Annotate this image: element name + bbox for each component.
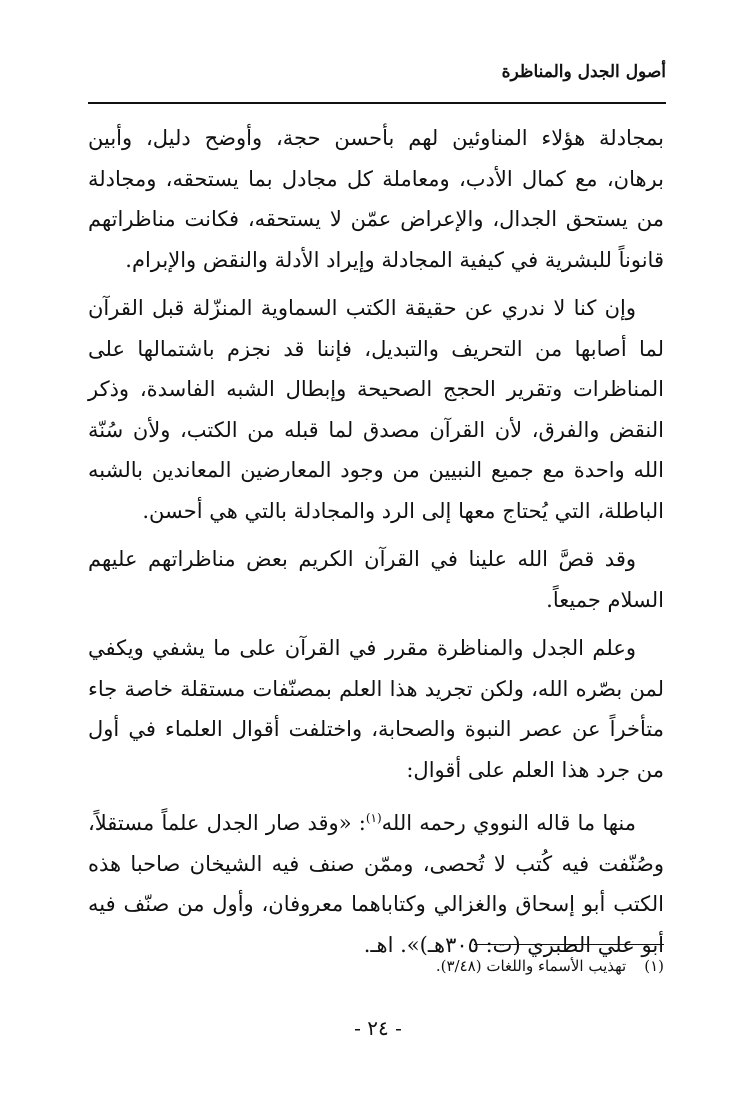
page-body [88, 118, 664, 973]
footnote-reference[interactable]: (١) [365, 811, 382, 825]
footnote-text: تهذيب الأسماء واللغات (٣/٤٨). [435, 957, 627, 975]
footnote-divider [474, 944, 664, 945]
paragraph-4: وعلم الجدل والمناظرة مقرر في القرآن على ما يشفي ويكفي لمن بصّره الله، ولكن تجريد هذا العلم بمصنّفات مستقلة خاصة جاء متأخراً عن عصر النبوة والصحابة، واختلفت أقوال العلماء في أول من جرد هذا العلم على أقوال: [88, 636, 664, 782]
paragraph-quote [88, 798, 664, 965]
footnote-number: (١) [644, 957, 664, 975]
paragraph-3: وقد قصَّ الله علينا في القرآن الكريم بعض مناظراتهم عليهم السلام جميعاً. [88, 547, 664, 612]
paragraph-2: وإن كنا لا ندري عن حقيقة الكتب السماوية المنزّلة قبل القرآن لما أصابها من التحريف والتبديل، فإننا قد نجزم باشتمالها على المناظرات وتقرير الحجج الصحيحة وإبطال الشبه الفاسدة، وذكر النقض والفرق، لأن القرآن مصدق لما قبله من الكتب، ولأن سُنّة الله واحدة مع جميع النبيين من وجود المعارضين المعاندين بالشبه الباطلة، التي يُحتاج معها إلى الرد والمجادلة بالتي هي أحسن. [88, 296, 664, 523]
header-divider [88, 102, 666, 104]
running-head-title: أصول الجدل والمناظرة [501, 62, 666, 82]
quote-intro: منها ما قاله النووي رحمه الله [381, 811, 637, 835]
quote-text: : «وقد صار الجدل علماً مستقلاً، وصُنّفت فيه كُتب لا تُحصى، وممّن صنف فيه الشيخان صاحبا هذه الكتب أبو إسحاق والغزالي وكتاباهما معروفان، وأول من صنّف فيه أبو علي الطبري (ت: ٣٠٥هـ)». اهـ. [88, 811, 664, 957]
paragraph-1: بمجادلة هؤلاء المناوئين لهم بأحسن حجة، وأوضح دليل، وأبين برهان، مع كمال الأدب، ومعاملة كل مجادل بما يستحقه، ومجادلة من يستحق الجدال، والإعراض عمّن لا يستحقه، فكانت مناظراتهم قانوناً للبشرية في كيفية المجادلة وإيراد الأدلة والنقض والإبرام. [88, 126, 664, 272]
footnote [88, 955, 664, 977]
page-number: - ٢٤ - [354, 1016, 402, 1040]
